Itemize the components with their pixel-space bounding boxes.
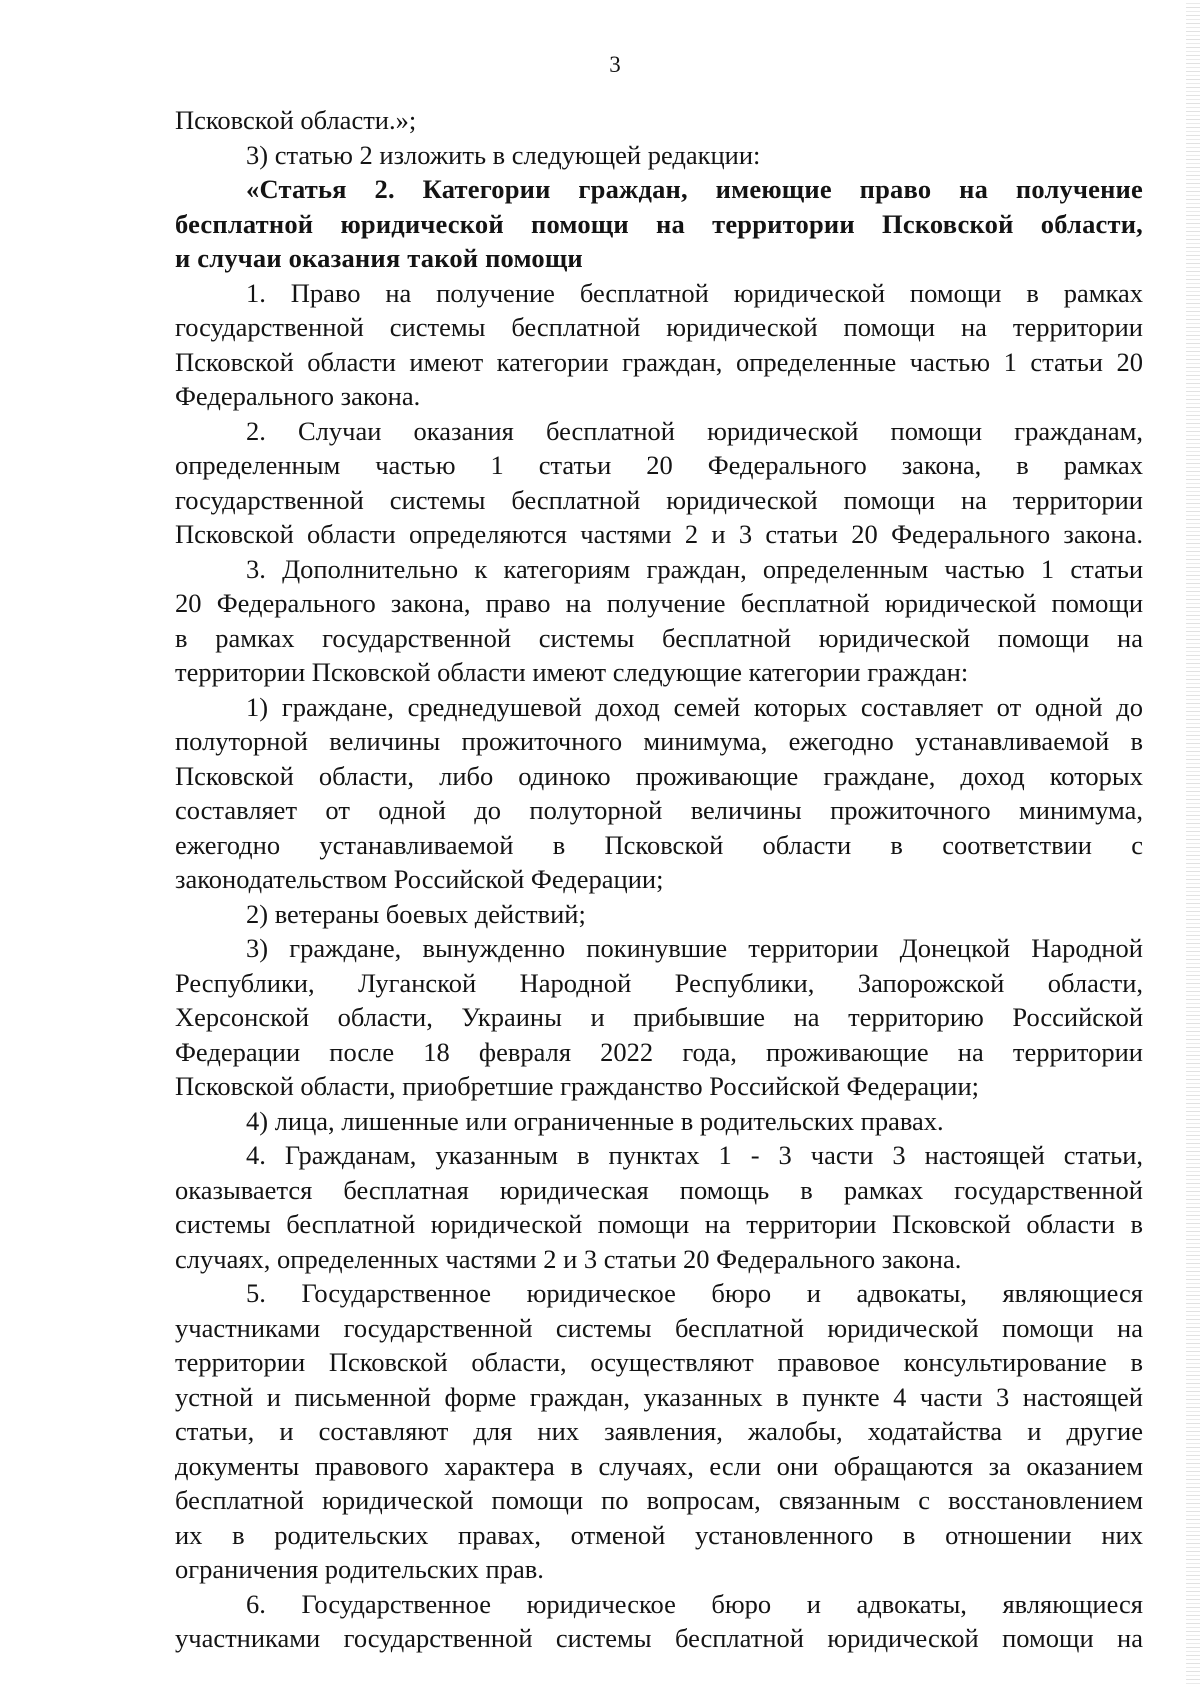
- document-line: Федерального закона.: [175, 381, 421, 411]
- document-line: Республики, Луганской Народной Республики, Запорожской области,: [175, 967, 1143, 998]
- document-line: полуторной величины прожиточного минимума, ежегодно устанавливаемой в: [175, 726, 1143, 756]
- document-line: Псковской области имеют категории граждан, определенные частью 1 статьи 20: [175, 346, 1143, 377]
- article-heading-line: «Статья 2. Категории граждан, имеющие право на получение: [246, 174, 1143, 204]
- document-line: 3. Дополнительно к категориям граждан, определенным частью 1 статьи: [246, 553, 1143, 584]
- document-line: 4. Гражданам, указанным в пунктах 1 - 3 части 3 настоящей статьи,: [246, 1140, 1143, 1170]
- document-line: оказывается бесплатная юридическая помощь в рамках государственной: [175, 1174, 1143, 1205]
- document-line: 2) ветераны боевых действий;: [246, 898, 586, 929]
- document-line: государственной системы бесплатной юридической помощи на территории: [175, 484, 1143, 515]
- document-line: документы правового характера в случаях, если они обращаются за оказанием: [175, 1450, 1143, 1481]
- document-line: Псковской области, либо одиноко проживающие граждане, доход которых: [175, 760, 1143, 791]
- document-line: 3) статью 2 изложить в следующей редакции:: [246, 139, 761, 170]
- document-line: 2. Случаи оказания бесплатной юридической помощи гражданам,: [246, 415, 1143, 446]
- document-line: законодательством Российской Федерации;: [175, 864, 664, 894]
- document-line: определенным частью 1 статьи 20 Федерального закона, в рамках: [175, 450, 1143, 480]
- article-heading-line: бесплатной юридической помощи на территории Псковской области,: [175, 208, 1143, 239]
- document-line: 1) граждане, среднедушевой доход семей которых составляет от одной до: [246, 691, 1143, 722]
- document-body: [175, 103, 1143, 1656]
- document-line: 6. Государственное юридическое бюро и адвокаты, являющиеся: [246, 1588, 1143, 1619]
- document-line: их в родительских правах, отменой установленного в отношении них: [175, 1519, 1143, 1550]
- document-line: участниками государственной системы бесплатной юридической помощи на: [175, 1312, 1143, 1343]
- document-line: статьи, и составляют для них заявления, жалобы, ходатайства и другие: [175, 1416, 1143, 1446]
- article-heading-line: и случаи оказания такой помощи: [175, 243, 583, 273]
- document-line: 20 Федерального закона, право на получение бесплатной юридической помощи: [175, 588, 1143, 618]
- document-line: 1. Право на получение бесплатной юридической помощи в рамках: [246, 277, 1143, 308]
- document-line: территории Псковской области, осуществляют правовое консультирование в: [175, 1347, 1143, 1377]
- document-line: устной и письменной форме граждан, указанных в пункте 4 части 3 настоящей: [175, 1381, 1143, 1412]
- document-line: системы бесплатной юридической помощи на территории Псковской области в: [175, 1209, 1143, 1239]
- document-line: 3) граждане, вынужденно покинувшие территории Донецкой Народной: [246, 933, 1143, 963]
- document-line: Псковской области, приобретшие гражданство Российской Федерации;: [175, 1071, 980, 1101]
- scan-edge-artifact: [1186, 0, 1200, 1686]
- page-number: 3: [609, 52, 621, 77]
- document-line: в рамках государственной системы бесплатной юридической помощи на: [175, 622, 1143, 653]
- document-line: территории Псковской области имеют следующие категории граждан:: [175, 657, 969, 687]
- document-line: Псковской области определяются частями 2 и 3 статьи 20 Федерального закона.: [175, 519, 1143, 549]
- document-line: ежегодно устанавливаемой в Псковской области в соответствии с: [175, 829, 1143, 860]
- document-line: случаях, определенных частями 2 и 3 статьи 20 Федерального закона.: [175, 1243, 962, 1274]
- document-line: Херсонской области, Украины и прибывшие на территорию Российской: [175, 1002, 1143, 1032]
- document-line: государственной системы бесплатной юридической помощи на территории: [175, 312, 1143, 342]
- document-line: участниками государственной системы бесплатной юридической помощи на: [175, 1623, 1143, 1653]
- document-line: бесплатной юридической помощи по вопросам, связанным с восстановлением: [175, 1485, 1143, 1515]
- document-line: 5. Государственное юридическое бюро и адвокаты, являющиеся: [246, 1278, 1143, 1308]
- document-line: ограничения родительских прав.: [175, 1554, 544, 1584]
- document-line: Псковской области.»;: [175, 105, 417, 135]
- document-line: Федерации после 18 февраля 2022 года, проживающие на территории: [175, 1036, 1143, 1067]
- document-line: составляет от одной до полуторной величины прожиточного минимума,: [175, 795, 1143, 825]
- document-line: 4) лица, лишенные или ограниченные в родительских правах.: [246, 1105, 944, 1136]
